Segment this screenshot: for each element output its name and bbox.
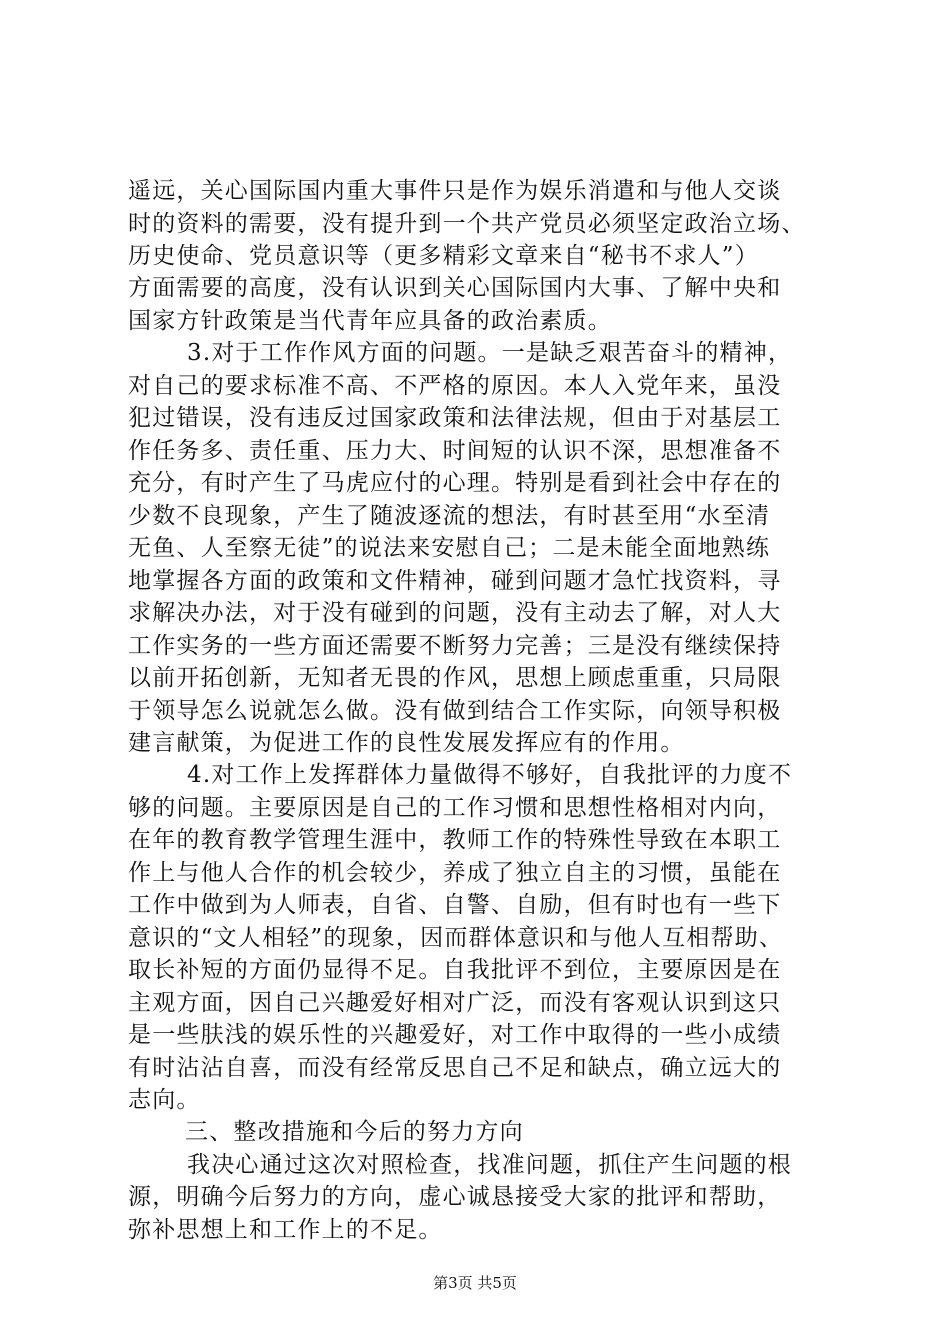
body-text-line: 求解决办法，对于没有碰到的问题，没有主动去了解，对人大	[128, 600, 782, 626]
body-text-line: 遥远，关心国际国内重大事件只是作为娱乐消遣和与他人交谈	[128, 178, 782, 204]
section-heading: 三、整改措施和今后的努力方向	[185, 1119, 524, 1145]
body-text-line: 够的问题。主要原因是自己的工作习惯和思想性格相对内向，	[128, 795, 782, 821]
paragraph-3-heading: 3.对于工作作风方面的问题。一是缺乏艰苦奋斗的精神，	[187, 340, 793, 366]
body-text-line: 作任务多、责任重、压力大、时间短的认识不深，思想准备不	[128, 438, 782, 464]
body-text-line: 是一些肤浅的娱乐性的兴趣爱好，对工作中取得的一些小成绩	[128, 1022, 782, 1048]
body-text-line: 无鱼、人至察无徒”的说法来安慰自己；二是未能全面地熟练	[128, 535, 771, 561]
body-text-line: 历史使命、党员意识等（更多精彩文章来自“秘书不求人”）	[128, 243, 759, 269]
body-text-line: 时的资料的需要，没有提升到一个共产党员必须坚定政治立场、	[128, 211, 806, 237]
body-text-line: 弥补思想上和工作上的不足。	[128, 1217, 443, 1243]
body-text-line: 源，明确今后努力的方向，虚心诚恳接受大家的批评和帮助，	[128, 1184, 782, 1210]
body-text-line: 地掌握各方面的政策和文件精神，碰到问题才急忙找资料，寻	[128, 568, 782, 594]
body-text-line: 在年的教育教学管理生涯中，教师工作的特殊性导致在本职工	[128, 827, 782, 853]
page-number-footer: 第3页 共5页	[433, 1274, 517, 1292]
body-text-line: 意识的“文人相轻”的现象，因而群体意识和与他人互相帮助、	[128, 925, 784, 951]
body-text-line: 工作实务的一些方面还需要不断努力完善；三是没有继续保持	[128, 633, 782, 659]
body-text-line: 取长补短的方面仍显得不足。自我批评不到位，主要原因是在	[128, 957, 782, 983]
paragraph-4-heading: 4.对工作上发挥群体力量做得不够好，自我批评的力度不	[187, 762, 793, 788]
body-text-line: 于领导怎么说就怎么做。没有做到结合工作实际，向领导积极	[128, 698, 782, 724]
body-text-line: 犯过错误，没有违反过国家政策和法律法规，但由于对基层工	[128, 405, 782, 431]
body-text-line: 方面需要的高度，没有认识到关心国际国内大事、了解中央和	[128, 275, 782, 301]
body-text-line: 有时沾沾自喜，而没有经常反思自己不足和缺点，确立远大的	[128, 1055, 782, 1081]
body-text-line: 充分，有时产生了马虎应付的心理。特别是看到社会中存在的	[128, 470, 782, 496]
body-text-line: 志向。	[128, 1087, 201, 1113]
body-text-line: 少数不良现象，产生了随波逐流的想法，有时甚至用“水至清	[128, 503, 771, 529]
body-text-line: 对自己的要求标准不高、不严格的原因。本人入党年来，虽没	[128, 373, 782, 399]
body-text-line: 作上与他人合作的机会较少，养成了独立自主的习惯，虽能在	[128, 860, 782, 886]
body-text-line: 我决心通过这次对照检查，找准问题，抓住产生问题的根	[187, 1152, 792, 1178]
body-text-line: 建言献策，为促进工作的良性发展发挥应有的作用。	[128, 730, 685, 756]
body-text-line: 工作中做到为人师表，自省、自警、自励，但有时也有一些下	[128, 892, 782, 918]
body-text-line: 主观方面，因自己兴趣爱好相对广泛，而没有客观认识到这只	[128, 990, 782, 1016]
body-text-line: 国家方针政策是当代青年应具备的政治素质。	[128, 308, 612, 334]
body-text-line: 以前开拓创新，无知者无畏的作风，思想上顾虑重重，只局限	[128, 665, 782, 691]
